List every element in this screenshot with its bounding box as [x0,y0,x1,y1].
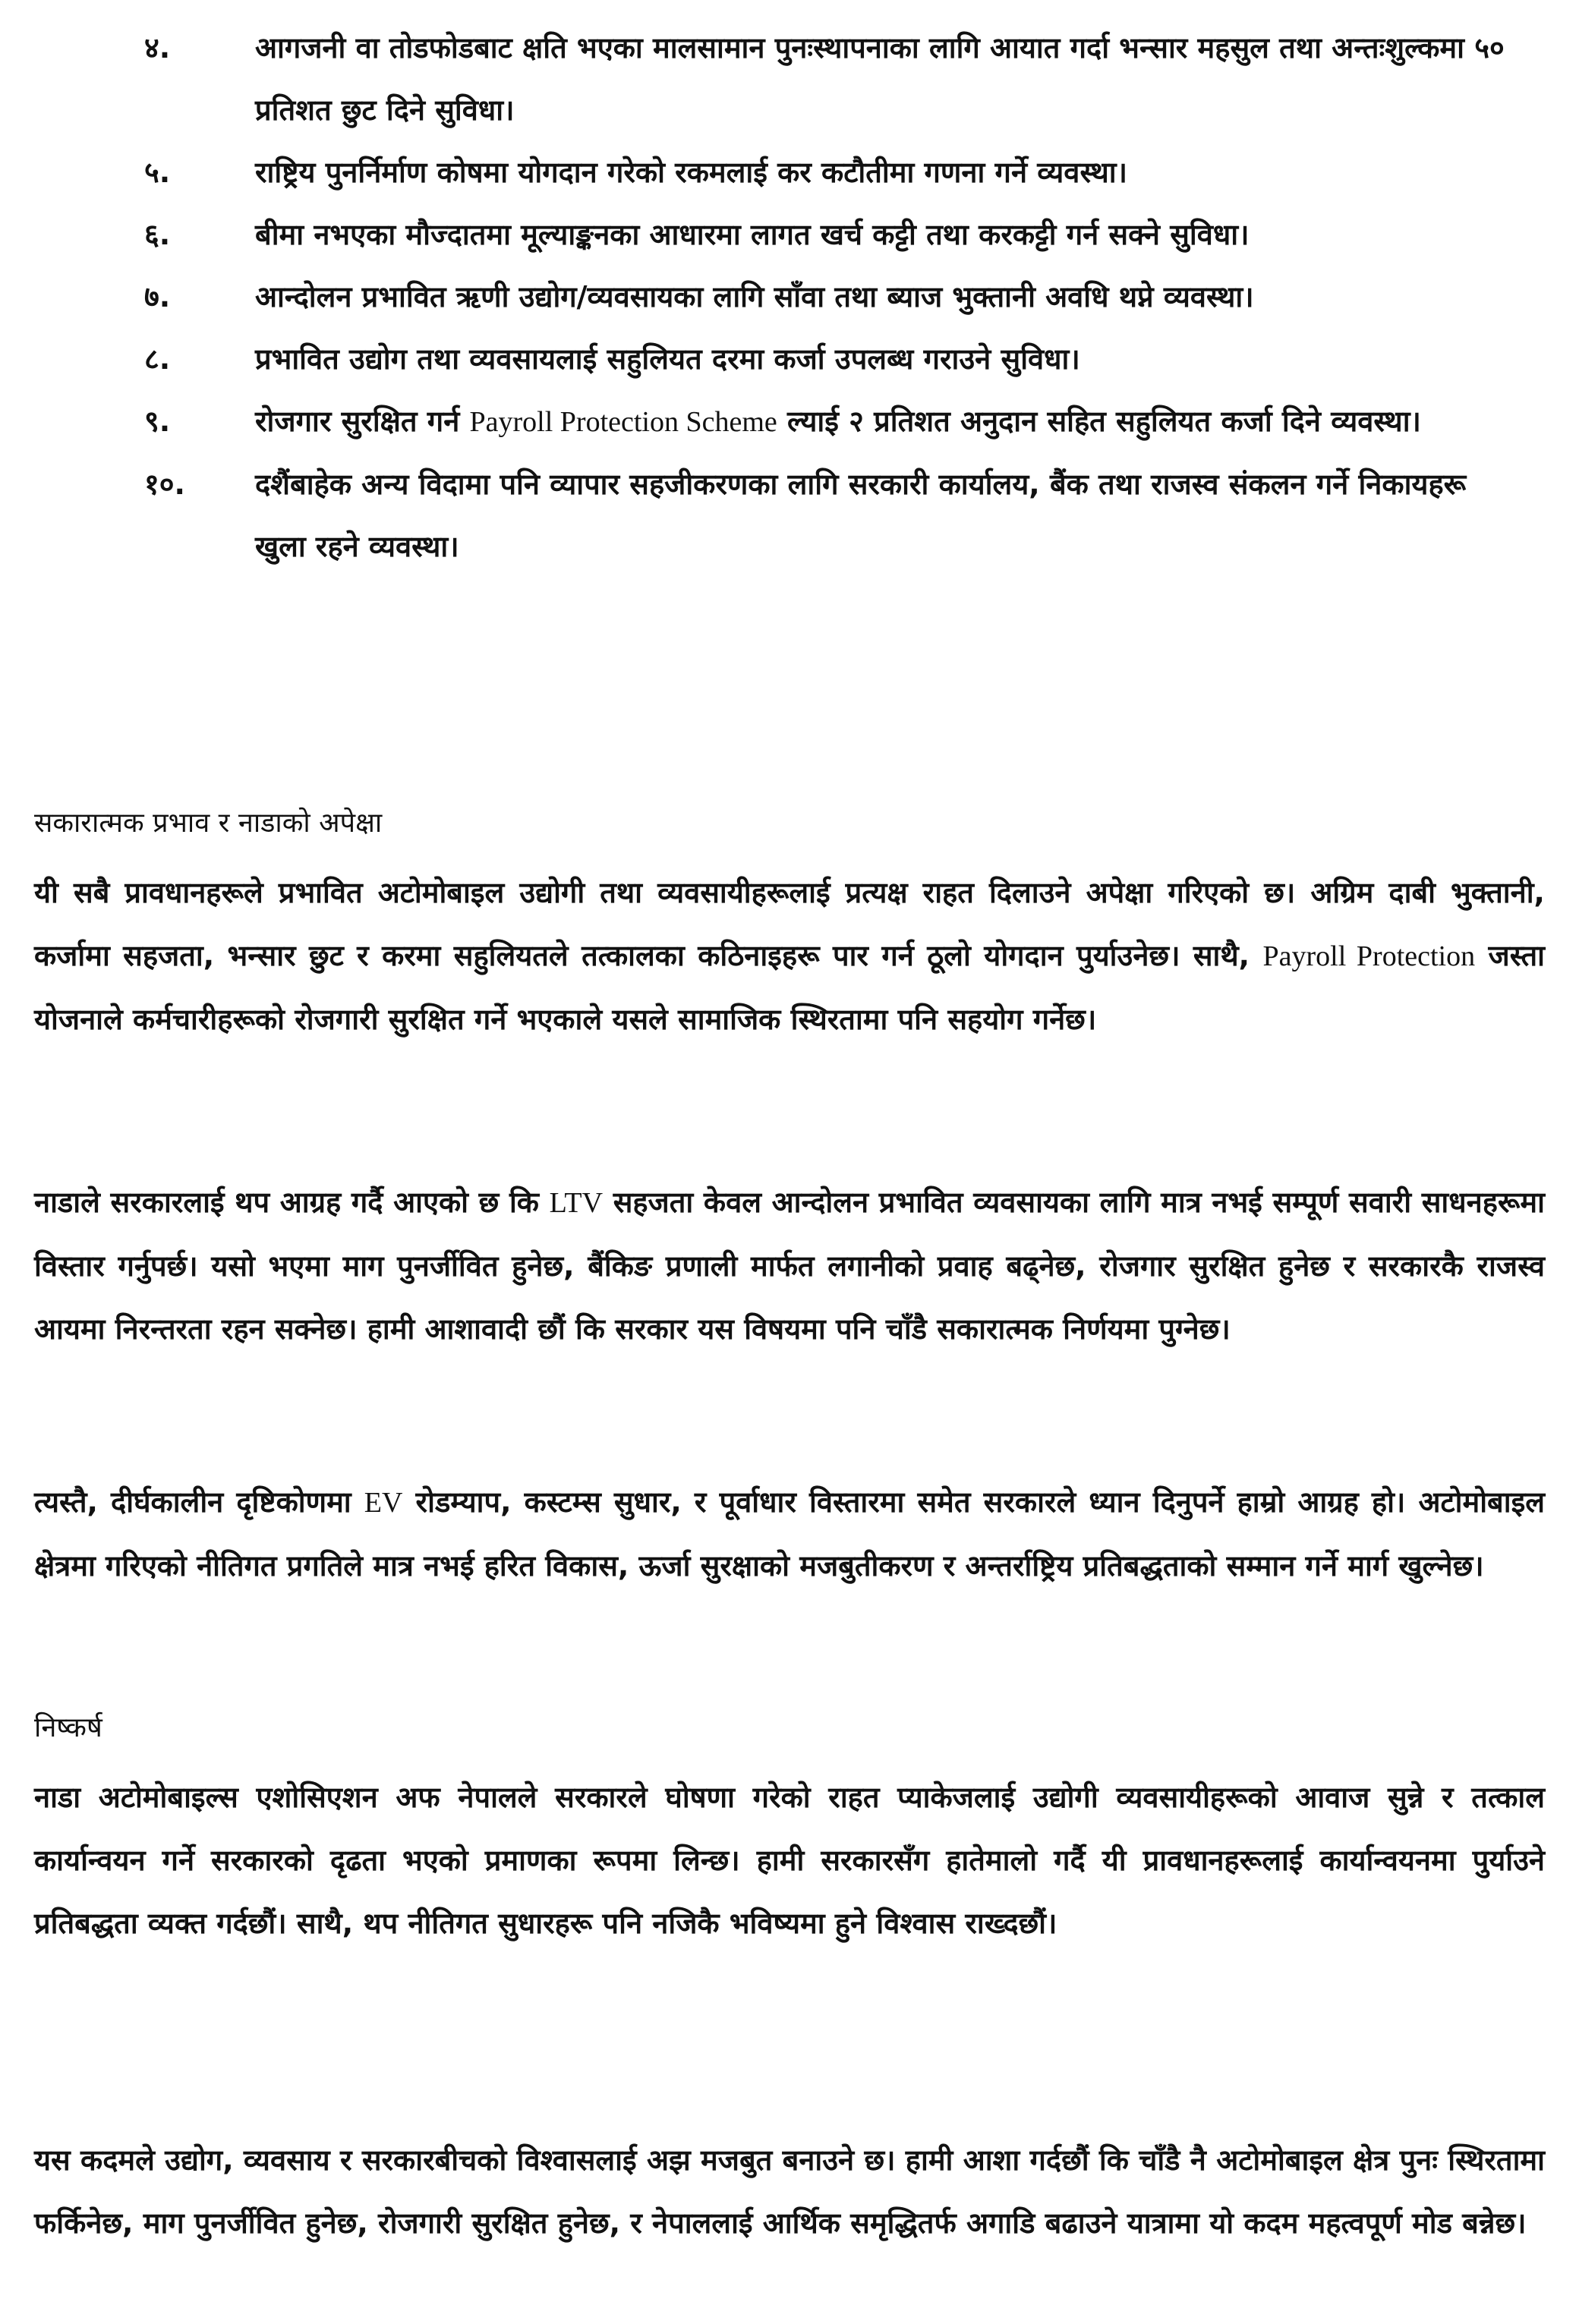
list-item-number: ८. [144,342,171,376]
paragraph-text: त्यस्तै, दीर्घकालीन दृष्टिकोणमा [34,1485,364,1519]
list-item-number: ४. [144,31,171,65]
list-item [144,390,1518,453]
list-item [144,328,1518,390]
positive-impact-section-2 [34,1171,1545,1361]
paragraph [34,1171,1545,1361]
paragraph-text: जस्ता योजनाले कर्मचारीहरूको रोजगारी सुरक्षित गर्ने भएकाले यसले सामाजिक स्थिरतामा पनि सहयोग गर्नेछ। [34,939,1545,1036]
list-item [144,266,1518,328]
latin-term: Payroll Protection [1262,940,1476,972]
paragraph [34,1471,1545,1598]
list-item-number: ९. [144,405,171,438]
relief-provisions-list [144,17,1518,578]
conclusion-section [34,1705,1545,1955]
list-item-text: आन्दोलन प्रभावित ऋणी उद्योग/व्यवसायका लागि साँवा तथा ब्याज भुक्तानी अवधि थप्ने व्यवस्था। [255,280,1254,313]
paragraph-text: सहजता केवल आन्दोलन प्रभावित व्यवसायका लागि मात्र नभई सम्पूर्ण सवारी साधनहरूमा विस्तार गर्नुपर्छ। यसो भएमा माग पुनर्जीवित हुनेछ, बैंकिङ प्रणाली मार्फत लगानीको प्रवाह बढ्नेछ, रोजगार सुरक्षित हुनेछ र सरकारकै राजस्व आयमा निरन्तरता रहन सक्नेछ। हामी आशावादी छौं कि सरकार यस विषयमा पनि चाँडै सकारात्मक निर्णयमा पुग्नेछ। [34,1186,1545,1346]
paragraph [34,861,1545,1051]
list-item-text: आगजनी वा तोडफोडबाट क्षति भएका मालसामान पुनःस्थापनाका लागि आयात गर्दा भन्सार महसुल तथा अन्तःशुल्कमा ५० प्रतिशत छुट दिने सुविधा। [255,31,1505,127]
conclusion-section-2 [34,2129,1545,2255]
list-item [144,453,1518,578]
list-item-number: ७. [144,280,171,313]
latin-term: EV [364,1487,403,1519]
latin-term: LTV [549,1187,604,1219]
list-item-text: राष्ट्रिय पुनर्निर्माण कोषमा योगदान गरेको रकमलाई कर कटौतीमा गणना गर्ने व्यवस्था। [255,156,1127,189]
paragraph: यस कदमले उद्योग, व्यवसाय र सरकारबीचको विश्वासलाई अझ मजबुत बनाउने छ। हामी आशा गर्दछौं कि चाँडै नै अटोमोबाइल क्षेत्र पुनः स्थिरतामा फर्किनेछ, माग पुनर्जीवित हुनेछ, रोजगारी सुरक्षित हुनेछ, र नेपाललाई आर्थिक समृद्धितर्फ अगाडि बढाउने यात्रामा यो कदम महत्वपूर्ण मोड बन्नेछ। [34,2143,1545,2240]
paragraph-text: रोडम्याप, कस्टम्स सुधार, र पूर्वाधार विस्तारमा समेत सरकारले ध्यान दिनुपर्ने हाम्रो आग्रह हो। अटोमोबाइल क्षेत्रमा गरिएको नीतिगत प्रगतिले मात्र नभई हरित विकास, ऊर्जा सुरक्षाको मजबुतीकरण र अन्तर्राष्ट्रिय प्रतिबद्धताको सम्मान गर्ने मार्ग खुल्नेछ। [34,1485,1545,1582]
list-item-text-before: रोजगार सुरक्षित गर्न [255,405,470,438]
list-item [144,141,1518,203]
list-item-text: दशैंबाहेक अन्य विदामा पनि व्यापार सहजीकरणका लागि सरकारी कार्यालय, बैंक तथा राजस्व संकलन गर्ने निकायहरू खुला रहने व्यवस्था। [255,468,1467,563]
list-item-number: ५. [144,156,171,189]
list-item-latin-term: Payroll Protection Scheme [469,406,777,438]
positive-impact-section [34,801,1545,1051]
list-item-text: प्रभावित उद्योग तथा व्यवसायलाई सहुलियत दरमा कर्जा उपलब्ध गराउने सुविधा। [255,342,1080,376]
paragraph: नाडा अटोमोबाइल्स एशोसिएशन अफ नेपालले सरकारले घोषणा गरेको राहत प्याकेजलाई उद्योगी व्यवसायीहरूको आवाज सुन्ने र तत्काल कार्यान्वयन गर्ने सरकारको दृढता भएको प्रमाणका रूपमा लिन्छ। हामी सरकारसँग हातेमालो गर्दै यी प्रावधानहरूलाई कार्यान्वयनमा पुर्याउने प्रतिबद्धता व्यक्त गर्दछौं। साथै, थप नीतिगत सुधारहरू पनि नजिकै भविष्यमा हुने विश्वास राख्दछौं। [34,1781,1545,1940]
list-item-text-after: ल्याई २ प्रतिशत अनुदान सहित सहुलियत कर्जा दिने व्यवस्था। [777,405,1421,438]
positive-impact-section-3 [34,1471,1545,1598]
list-item [144,17,1518,141]
list-item-number: ६. [144,218,171,251]
list-item [144,203,1518,266]
paragraph-text: यी सबै प्रावधानहरूले प्रभावित अटोमोबाइल उद्योगी तथा व्यवसायीहरूलाई प्रत्यक्ष राहत दिलाउने अपेक्षा गरिएको छ। अग्रिम दाबी भुक्तानी, कर्जामा सहजता, भन्सार छुट र करमा सहुलियतले तत्कालका कठिनाइहरू पार गर्न ठूलो योगदान पुर्याउनेछ। साथै, [34,876,1545,972]
list-item-number: १०. [144,468,185,501]
section-heading: निष्कर्ष [34,1712,102,1743]
paragraph-text: नाडाले सरकारलाई थप आग्रह गर्दै आएको छ कि [34,1186,550,1219]
list-item-text: बीमा नभएका मौज्दातमा मूल्याङ्कनका आधारमा लागत खर्च कट्टी तथा करकट्टी गर्न सक्ने सुविधा। [255,218,1250,251]
section-heading: सकारात्मक प्रभाव र नाडाको अपेक्षा [34,808,383,839]
